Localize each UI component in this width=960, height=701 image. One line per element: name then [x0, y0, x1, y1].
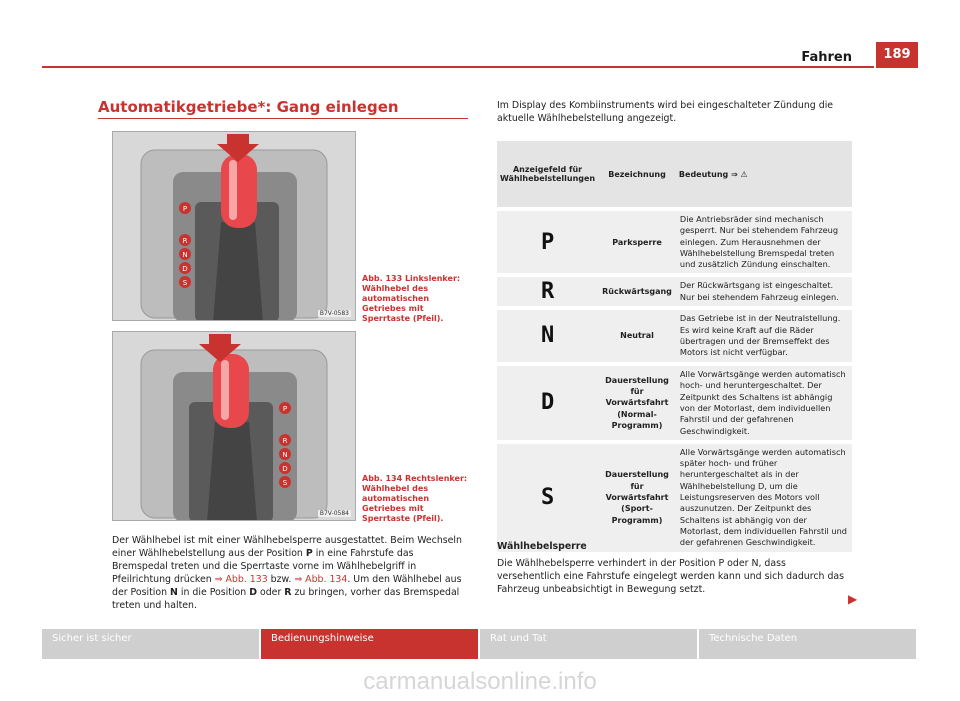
gear-name: Rückwärtsgang	[598, 277, 676, 306]
gear-name: Dauerstellung für Vorwärtsfahrt (Normal-Programm)	[598, 366, 676, 440]
svg-text:N: N	[282, 451, 288, 459]
figure-133-caption: Abb. 133 Linkslenker: Wählhebel des automatischen Getriebes mit Sperrtaste (Pfeil).	[362, 274, 461, 323]
page-title: Fahren	[801, 50, 852, 65]
gear-position-table	[497, 137, 852, 556]
link-abb-133[interactable]: ⇒ Abb. 133	[214, 574, 268, 585]
footer-tab-rat-und-tat[interactable]: Rat und Tat	[480, 629, 697, 659]
footer-tab-bedienungshinweise[interactable]: Bedienungshinweise	[261, 629, 478, 659]
svg-text:P: P	[282, 405, 288, 413]
gear-name: Dauerstellung für Vorwärtsfahrt (Sport-Programm)	[598, 444, 676, 552]
table-row	[497, 211, 852, 273]
marker-P: P	[182, 205, 188, 213]
page-number: 189	[876, 42, 918, 68]
footer-tab-sicher[interactable]: Sicher ist sicher	[42, 629, 259, 659]
gear-lever-illustration-rhd	[113, 332, 355, 520]
gear-name: Neutral	[598, 310, 676, 362]
gear-symbol-S: S	[497, 444, 598, 552]
gear-symbol-R: R	[497, 277, 598, 306]
table-row	[497, 444, 852, 552]
col-bedeutung: Bedeutung ⇒ ⚠	[676, 141, 852, 207]
intro-paragraph: Im Display des Kombiinstruments wird bei eingeschalteter Zündung die aktuelle Wählhebelstellung angezeigt.	[497, 100, 834, 124]
figure-134-image	[112, 331, 356, 521]
marker-N: N	[182, 251, 188, 259]
svg-text:D: D	[282, 465, 288, 473]
continue-arrow-icon: ▶	[848, 592, 858, 606]
marker-R: R	[182, 237, 188, 245]
subsection-title: Wählhebelsperre	[497, 541, 587, 552]
link-abb-134[interactable]: ⇒ Abb. 134	[294, 574, 348, 585]
marker-S: S	[182, 279, 188, 287]
section-title: Automatikgetriebe*: Gang einlegen	[98, 98, 399, 116]
gear-lever-illustration-lhd	[113, 132, 355, 320]
figure-134-caption: Abb. 134 Rechtslenker: Wählhebel des automatischen Getriebes mit Sperrtaste (Pfeil).	[362, 474, 468, 523]
gear-meaning: Der Rückwärtsgang ist eingeschaltet. Nur bei stehendem Fahrzeug einlegen.	[676, 277, 852, 306]
table-row	[497, 366, 852, 440]
gear-meaning: Die Antriebsräder sind mechanisch gesperrt. Nur bei stehendem Fahrzeug einlegen. Zum Herausnehmen der Wählhebelstellung Bremspedal treten und zusätzlich Zündung einschalten.	[676, 211, 852, 273]
watermark: carmanualsonline.info	[363, 668, 597, 695]
figure-code: B7V-0583	[319, 310, 349, 317]
gear-meaning: Alle Vorwärtsgänge werden automatisch später hoch- und früher heruntergeschaltet als in der Wählhebelstellung D, um die Leistungsreserven des Motors voll auszunutzen. Der Zeitpunkt des Schaltens ist abhängig von der Motorlast, dem individuellen Fahrstil und der gefahrenen Geschwindigkeit.	[676, 444, 852, 552]
gear-name: Parksperre	[598, 211, 676, 273]
table-row	[497, 277, 852, 306]
left-paragraph: Der Wählhebel ist mit einer Wählhebelsperre ausgestattet. Beim Wechseln einer Wählhebelstellung aus der Position P in eine Fahrstufe das Bremspedal treten und die Sperrtaste vorne im Wählhebelgriff in Pfeilrichtung drücken ⇒ Abb. 133 bzw. ⇒ Abb. 134. Um den Wählhebel aus der Position N in die Position D oder R zu bringen, vorher das Bremspedal treten und halten.	[112, 535, 462, 611]
table-row	[497, 310, 852, 362]
footer-nav	[42, 629, 918, 659]
figure-code: B7V-0584	[319, 510, 349, 517]
svg-text:R: R	[282, 437, 288, 445]
subsection-text: Die Wählhebelsperre verhindert in der Position P oder N, dass versehentlich eine Fahrstufe eingelegt werden kann und sich dadurch das Fahrzeug unbeabsichtigt in Bewegung setzt.	[497, 558, 845, 595]
col-bezeichnung: Bezeichnung	[598, 141, 676, 207]
gear-meaning: Alle Vorwärtsgänge werden automatisch hoch- und heruntergeschaltet. Der Zeitpunkt des Schaltens ist abhängig von der Motorlast, dem individuellen Fahrstil und der gefahrenen Geschwindigkeit.	[676, 366, 852, 440]
section-rule	[98, 118, 468, 119]
col-anzeigefeld: Anzeigefeld für Wählhebelstellungen	[497, 141, 598, 207]
svg-text:S: S	[282, 479, 288, 487]
gear-symbol-D: D	[497, 366, 598, 440]
gear-symbol-N: N	[497, 310, 598, 362]
marker-D: D	[182, 265, 188, 273]
gear-symbol-P: P	[497, 211, 598, 273]
footer-tab-technische-daten[interactable]: Technische Daten	[699, 629, 916, 659]
figure-133-image	[112, 131, 356, 321]
header-rule	[42, 66, 874, 68]
gear-meaning: Das Getriebe ist in der Neutralstellung. Es wird keine Kraft auf die Räder übertragen und der Bremseffekt des Motors ist nicht verfügbar.	[676, 310, 852, 362]
